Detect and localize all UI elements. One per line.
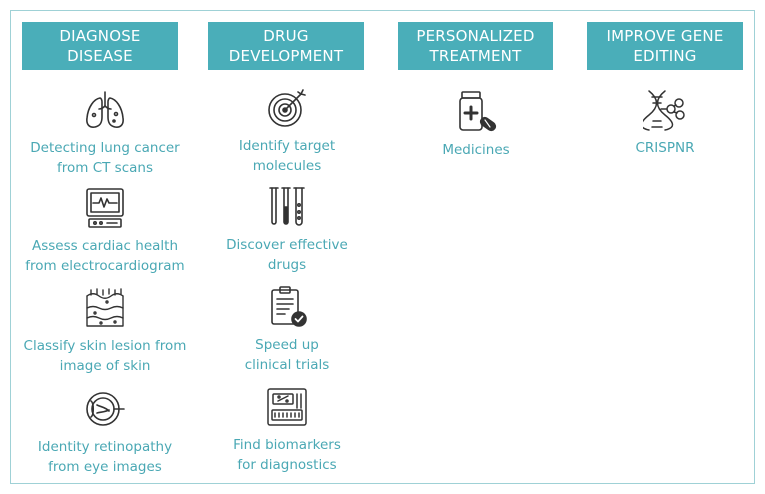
dna-icon — [643, 88, 687, 132]
test-tubes-icon — [265, 185, 309, 229]
lab-analyzer-icon — [265, 385, 309, 429]
target-icon — [265, 86, 309, 130]
header-drug-development: DRUG DEVELOPMENT — [208, 22, 364, 70]
item-biomarkers: Find biomarkers for diagnostics — [192, 385, 382, 475]
item-lung-cancer: Detecting lung cancer from CT scans — [10, 88, 200, 178]
lungs-icon — [83, 88, 127, 132]
item-target-molecules: Identify target molecules — [192, 86, 382, 176]
item-medicines: Medicines — [380, 90, 572, 160]
clipboard-check-icon — [265, 285, 309, 329]
medicine-bottle-icon — [454, 90, 498, 134]
skin-layers-icon — [83, 286, 127, 330]
item-effective-drugs: Discover effective drugs — [192, 185, 382, 275]
item-crispnr: CRISPNR — [570, 88, 760, 158]
item-clinical-trials: Speed up clinical trials — [192, 285, 382, 375]
header-personalized-treatment: PERSONALIZED TREATMENT — [398, 22, 553, 70]
ecg-monitor-icon — [83, 186, 127, 230]
eye-anatomy-icon — [83, 387, 127, 431]
header-improve-gene-editing: IMPROVE GENE EDITING — [587, 22, 743, 70]
item-skin-lesion: Classify skin lesion from image of skin — [10, 286, 200, 376]
header-diagnose-disease: DIAGNOSE DISEASE — [22, 22, 178, 70]
item-retinopathy: Identity retinopathy from eye images — [10, 387, 200, 477]
item-cardiac-health: Assess cardiac health from electrocardiogram — [10, 186, 200, 276]
